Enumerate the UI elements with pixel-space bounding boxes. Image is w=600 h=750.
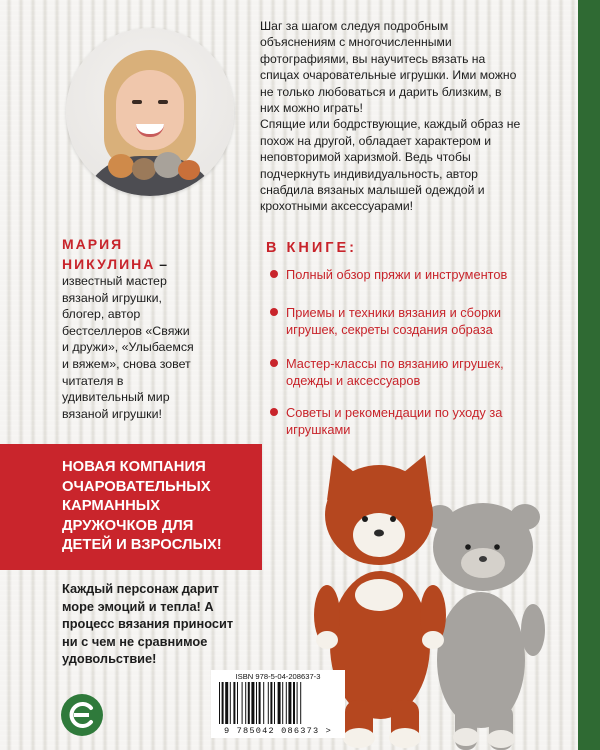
barcode-bar — [297, 682, 298, 724]
list-item-text: Полный обзор пряжи и инструментов — [286, 267, 508, 282]
barcode-bar — [288, 682, 291, 724]
barcode-bar — [259, 682, 261, 724]
barcode-bar — [268, 682, 269, 724]
bullet-dot-icon — [270, 270, 278, 278]
list-item — [268, 304, 501, 338]
in-book-heading: В КНИГЕ: — [266, 240, 357, 256]
barcode-bar — [263, 682, 264, 724]
barcode — [211, 670, 345, 738]
author-name — [62, 234, 167, 274]
barcode-number: 9 785042 086373 > — [223, 726, 333, 736]
isbn-text: ISBN 978-5-04-208637-3 — [235, 672, 321, 681]
intro-paragraph-2: Спящие или бодрствующие, каждый образ не похож на другой, обладает характером и неповторимой харизмой. Ведь чтобы подчеркнуть индивидуальность, автор снабдила вязаных малышей одеждой и крохотными аксессуарами! — [260, 117, 521, 214]
intro-paragraph-1: Шаг за шагом следуя подробным объяснениям с многочисленными фотографиями, вы научитесь вязать на спицах очаровательные игрушки. Ими можно не только любоваться и дарить близким, в них можно играть! — [260, 19, 517, 116]
barcode-bar — [242, 682, 243, 724]
list-item-text: Мастер-классы по вязанию игрушек, одежды и аксессуаров — [286, 356, 504, 388]
barcode-bar — [293, 682, 295, 724]
spine-strip — [578, 0, 600, 750]
author-name-text: МАРИЯ НИКУЛИНА — [62, 236, 156, 272]
barcode-bars — [219, 682, 337, 724]
barcode-bar — [251, 682, 254, 724]
barcode-bar — [278, 682, 281, 724]
list-item — [268, 355, 504, 389]
barcode-bar — [225, 682, 228, 724]
author-bio: известный мастер вязаной игрушки, блогер, автор бестселлеров «Свяжи и дружи», «Улыбаемся и вяжем», снова зовет читателя в удивительный мир вязаной игрушки! — [62, 274, 194, 421]
bullet-dot-icon — [270, 308, 278, 316]
list-item-text: Приемы и техники вязания и сборки игрушек, секреты создания образа — [286, 305, 501, 337]
intro-text — [260, 18, 570, 215]
bullet-dot-icon — [270, 359, 278, 367]
barcode-bar — [270, 682, 272, 724]
barcode-bar — [245, 682, 246, 724]
eksmo-logo-icon — [60, 693, 104, 737]
list-item — [268, 266, 507, 283]
barcode-bar — [274, 682, 275, 724]
barcode-bar — [230, 682, 231, 724]
barcode-bar — [222, 682, 224, 724]
list-item — [268, 404, 502, 438]
barcode-bar — [256, 682, 257, 724]
barcode-bar — [219, 682, 220, 724]
author-portrait — [66, 28, 234, 196]
banner-text: НОВАЯ КОМПАНИЯ ОЧАРОВАТЕЛЬНЫХ КАРМАННЫХ ДРУЖОЧКОВ ДЛЯ ДЕТЕЙ И ВЗРОСЛЫХ! — [62, 459, 222, 554]
author-name-dash: – — [155, 256, 168, 272]
bullet-dot-icon — [270, 408, 278, 416]
barcode-bar — [248, 682, 250, 724]
list-item-text: Советы и рекомендации по уходу за игрушками — [286, 405, 503, 437]
barcode-bar — [282, 682, 283, 724]
promo-text: Каждый персонаж дарит море эмоций и тепла! А процесс вязания приносит ни с чем не сравнимое удовольствие! — [62, 581, 234, 667]
barcode-bar — [237, 682, 238, 724]
barcode-bar — [233, 682, 235, 724]
barcode-bar — [286, 682, 287, 724]
barcode-bar — [300, 682, 301, 724]
